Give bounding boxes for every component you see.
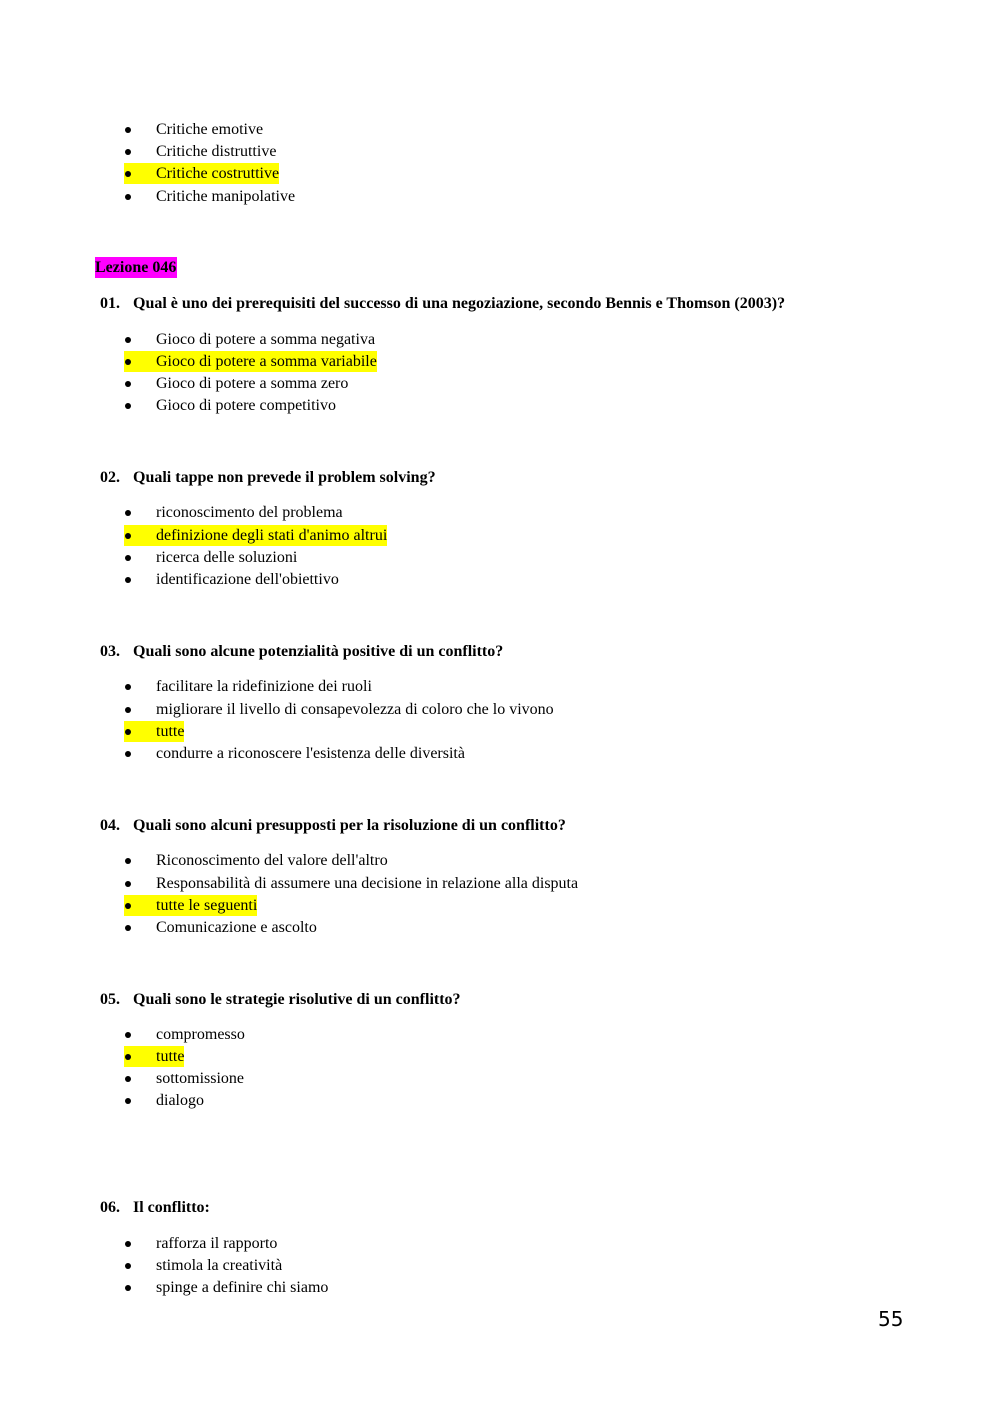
bullet-icon — [124, 186, 132, 207]
question-number: 03. — [100, 643, 120, 660]
bullet-icon — [124, 525, 132, 546]
option-text: condurre a riconoscere l'esistenza delle diversità — [156, 745, 465, 762]
bullet-icon — [124, 1024, 132, 1045]
option-text: spinge a definire chi siamo — [156, 1279, 329, 1296]
option-text: tutte — [156, 723, 185, 740]
bullet-icon — [124, 1046, 132, 1067]
question-text: Il conflitto: — [133, 1199, 210, 1216]
question-number: 01. — [100, 295, 120, 312]
option-text: migliorare il livello di consapevolezza di coloro che lo vivono — [156, 701, 554, 718]
bullet-icon — [124, 569, 132, 590]
bullet-icon — [124, 351, 132, 372]
bullet-icon — [124, 502, 132, 523]
option-text: Critiche costruttive — [156, 165, 280, 182]
bullet-icon — [124, 873, 132, 894]
option-text: Gioco di potere competitivo — [156, 397, 336, 414]
question-number: 02. — [100, 469, 120, 486]
option-text: ricerca delle soluzioni — [156, 549, 298, 566]
bullet-icon — [124, 141, 132, 162]
option-text: identificazione dell'obiettivo — [156, 571, 339, 588]
bullet-icon — [124, 1233, 132, 1254]
question-text: Qual è uno dei prerequisiti del successo di una negoziazione, secondo Bennis e Thomson (2003)? — [133, 295, 786, 312]
question-number: 06. — [100, 1199, 120, 1216]
option-text: dialogo — [156, 1092, 204, 1109]
bullet-icon — [124, 163, 132, 184]
question-text: Quali sono alcuni presupposti per la risoluzione di un conflitto? — [133, 817, 566, 834]
bullet-icon — [124, 1090, 132, 1111]
option-text: Critiche distruttive — [156, 143, 277, 160]
option-text: Riconoscimento del valore dell'altro — [156, 852, 388, 869]
option-text: Gioco di potere a somma zero — [156, 375, 349, 392]
option-text: Gioco di potere a somma negativa — [156, 331, 376, 348]
option-text: Critiche manipolative — [156, 188, 296, 205]
option-text: sottomissione — [156, 1070, 245, 1087]
option-text: Comunicazione e ascolto — [156, 919, 317, 936]
bullet-icon — [124, 721, 132, 742]
bullet-icon — [124, 895, 132, 916]
option-text: rafforza il rapporto — [156, 1235, 278, 1252]
bullet-icon — [124, 1277, 132, 1298]
question-text: Quali tappe non prevede il problem solving? — [133, 469, 436, 486]
bullet-icon — [124, 1255, 132, 1276]
option-text: definizione degli stati d'animo altrui — [156, 527, 388, 544]
option-text: tutte le seguenti — [156, 897, 258, 914]
bullet-icon — [124, 676, 132, 697]
option-text: stimola la creatività — [156, 1257, 283, 1274]
option-text: Critiche emotive — [156, 121, 264, 138]
option-text: Responsabilità di assumere una decisione in relazione alla disputa — [156, 875, 579, 892]
bullet-icon — [124, 1068, 132, 1089]
question-number: 05. — [100, 991, 120, 1008]
lesson-heading: Lezione 046 — [95, 259, 177, 276]
bullet-icon — [124, 699, 132, 720]
option-text: Gioco di potere a somma variabile — [156, 353, 377, 370]
bullet-icon — [124, 547, 132, 568]
question-text: Quali sono alcune potenzialità positive di un conflitto? — [133, 643, 504, 660]
question-number: 04. — [100, 817, 120, 834]
page-number: 55 — [878, 1307, 904, 1331]
bullet-icon — [124, 329, 132, 350]
option-text: riconoscimento del problema — [156, 504, 343, 521]
bullet-icon — [124, 917, 132, 938]
option-text: facilitare la ridefinizione dei ruoli — [156, 678, 372, 695]
bullet-icon — [124, 743, 132, 764]
bullet-icon — [124, 119, 132, 140]
bullet-icon — [124, 373, 132, 394]
bullet-icon — [124, 395, 132, 416]
question-text: Quali sono le strategie risolutive di un conflitto? — [133, 991, 461, 1008]
option-text: tutte — [156, 1048, 185, 1065]
option-text: compromesso — [156, 1026, 245, 1043]
bullet-icon — [124, 850, 132, 871]
